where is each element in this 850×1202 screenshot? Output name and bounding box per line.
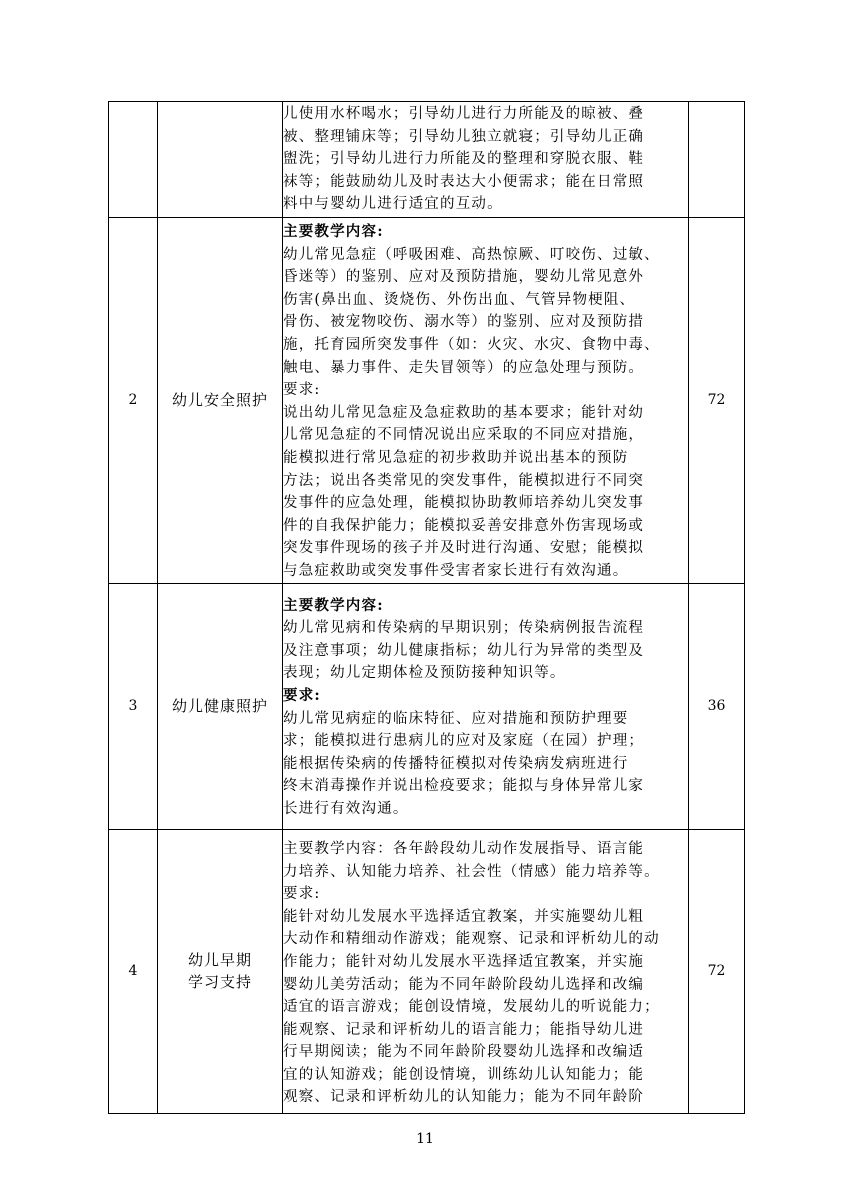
content-line: 突发事件现场的孩子并及时进行沟通、安慰；能模拟 bbox=[283, 540, 645, 557]
content-line: 说出幼儿常见急症及急症救助的基本要求；能针对幼 bbox=[283, 404, 645, 421]
content-line: 施，托育园所突发事件（如：火灾、水灾、食物中毒、 bbox=[283, 336, 660, 353]
course-table bbox=[108, 101, 745, 1114]
content-line: 伤害(鼻出血、烫烧伤、外伤出血、气管异物梗阻、 bbox=[283, 291, 636, 308]
course-content bbox=[283, 829, 689, 1113]
content-line: 发事件的应急处理，能模拟协助教师培养幼儿突发事 bbox=[283, 495, 645, 512]
content-line: 幼儿常见病和传染病的早期识别；传染病例报告流程 bbox=[283, 620, 645, 637]
row-number: 4 bbox=[109, 829, 158, 1113]
content-line: 骨伤、被宠物咬伤、溺水等）的鉴别、应对及预防措 bbox=[283, 314, 645, 331]
content-line: 主要教学内容: bbox=[283, 223, 384, 240]
content-line: 昏迷等）的鉴别、应对及预防措施，婴幼儿常见意外 bbox=[283, 269, 645, 286]
content-line: 求；能模拟进行患病儿的应对及家庭（在园）护理； bbox=[283, 733, 645, 750]
content-line: 要求: bbox=[283, 382, 321, 399]
content-line: 宜的认知游戏；能创设情境，训练幼儿认知能力；能 bbox=[283, 1066, 645, 1083]
course-name bbox=[158, 218, 283, 584]
content-line: 适宜的语言游戏；能创设情境，发展幼儿的听说能力； bbox=[283, 999, 660, 1016]
content-line: 作能力；能针对幼儿发展水平选择适宜教案，并实施 bbox=[283, 953, 645, 970]
course-hours: 72 bbox=[689, 829, 745, 1113]
content-line: 要求: bbox=[283, 686, 321, 704]
course-content bbox=[283, 583, 689, 829]
row-number: 3 bbox=[109, 583, 158, 829]
content-line: 能观察、记录和评析幼儿的语言能力；能指导幼儿进 bbox=[283, 1021, 645, 1038]
content-line: 幼儿常见急症（呼吸困难、高热惊厥、叮咬伤、过敏、 bbox=[283, 246, 660, 263]
row-number bbox=[109, 102, 158, 218]
content-line: 终末消毒操作并说出检疫要求；能拟与身体异常儿家 bbox=[283, 778, 645, 795]
table-row bbox=[109, 218, 745, 584]
course-name-line: 幼儿健康照护 bbox=[171, 697, 268, 715]
course-name bbox=[158, 829, 283, 1113]
content-line: 能针对幼儿发展水平选择适宜教案，并实施婴幼儿粗 bbox=[283, 908, 645, 925]
table-row bbox=[109, 102, 745, 218]
content-line: 要求: bbox=[283, 886, 321, 903]
page-number: 11 bbox=[416, 1131, 434, 1147]
content-line: 及注意事项；幼儿健康指标；幼儿行为异常的类型及 bbox=[283, 642, 645, 659]
course-name-line: 学习支持 bbox=[187, 973, 252, 991]
course-name bbox=[158, 583, 283, 829]
content-line: 儿常见急症的不同情况说出应采取的不同应对措施， bbox=[283, 427, 645, 444]
row-number: 2 bbox=[109, 218, 158, 584]
content-line: 料中与婴幼儿进行适宜的互动。 bbox=[283, 196, 503, 213]
course-hours: 72 bbox=[689, 218, 745, 584]
content-line: 触电、暴力事件、走失冒领等）的应急处理与预防。 bbox=[283, 359, 645, 376]
course-table-body bbox=[109, 102, 745, 1114]
content-line: 婴幼儿美劳活动；能为不同年龄阶段幼儿选择和改编 bbox=[283, 976, 645, 993]
content-line: 长进行有效沟通。 bbox=[283, 800, 409, 817]
content-line: 行早期阅读；能为不同年龄阶段婴幼儿选择和改编适 bbox=[283, 1044, 645, 1061]
course-name-line: 幼儿早期 bbox=[187, 951, 252, 969]
content-line: 力培养、认知能力培养、社会性（情感）能力培养等。 bbox=[283, 863, 660, 880]
content-line: 方法；说出各类常见的突发事件，能模拟进行不同突 bbox=[283, 472, 645, 489]
course-content bbox=[283, 102, 689, 218]
content-line: 能根据传染病的传播特征模拟对传染病发病班进行 bbox=[283, 755, 629, 772]
course-name bbox=[158, 102, 283, 218]
course-hours: 36 bbox=[689, 583, 745, 829]
content-line: 袜等；能鼓励幼儿及时表达大小便需求；能在日常照 bbox=[283, 173, 645, 190]
content-line: 主要教学内容：各年龄段幼儿动作发展指导、语言能 bbox=[283, 840, 645, 857]
table-row bbox=[109, 583, 745, 829]
content-line: 大动作和精细动作游戏；能观察、记录和评析幼儿的动 bbox=[283, 931, 660, 948]
content-line: 被、整理铺床等；引导幼儿独立就寝；引导幼儿正确 bbox=[283, 128, 645, 145]
content-line: 能模拟进行常见急症的初步救助并说出基本的预防 bbox=[283, 449, 629, 466]
course-content bbox=[283, 218, 689, 584]
content-line: 幼儿常见病症的临床特征、应对措施和预防护理要 bbox=[283, 710, 629, 727]
content-line: 盥洗；引导幼儿进行力所能及的整理和穿脱衣服、鞋 bbox=[283, 151, 645, 168]
table-row bbox=[109, 829, 745, 1113]
content-line: 主要教学内容: bbox=[283, 596, 384, 614]
content-line: 儿使用水杯喝水；引导幼儿进行力所能及的晾被、叠 bbox=[283, 106, 645, 123]
content-line: 表现；幼儿定期体检及预防接种知识等。 bbox=[283, 665, 566, 682]
content-line: 观察、记录和评析幼儿的认知能力；能为不同年龄阶 bbox=[283, 1089, 645, 1106]
course-hours bbox=[689, 102, 745, 218]
content-line: 与急症救助或突发事件受害者家长进行有效沟通。 bbox=[283, 562, 629, 579]
course-name-line: 幼儿安全照护 bbox=[171, 391, 268, 410]
content-line: 件的自我保护能力；能模拟妥善安排意外伤害现场或 bbox=[283, 517, 645, 534]
